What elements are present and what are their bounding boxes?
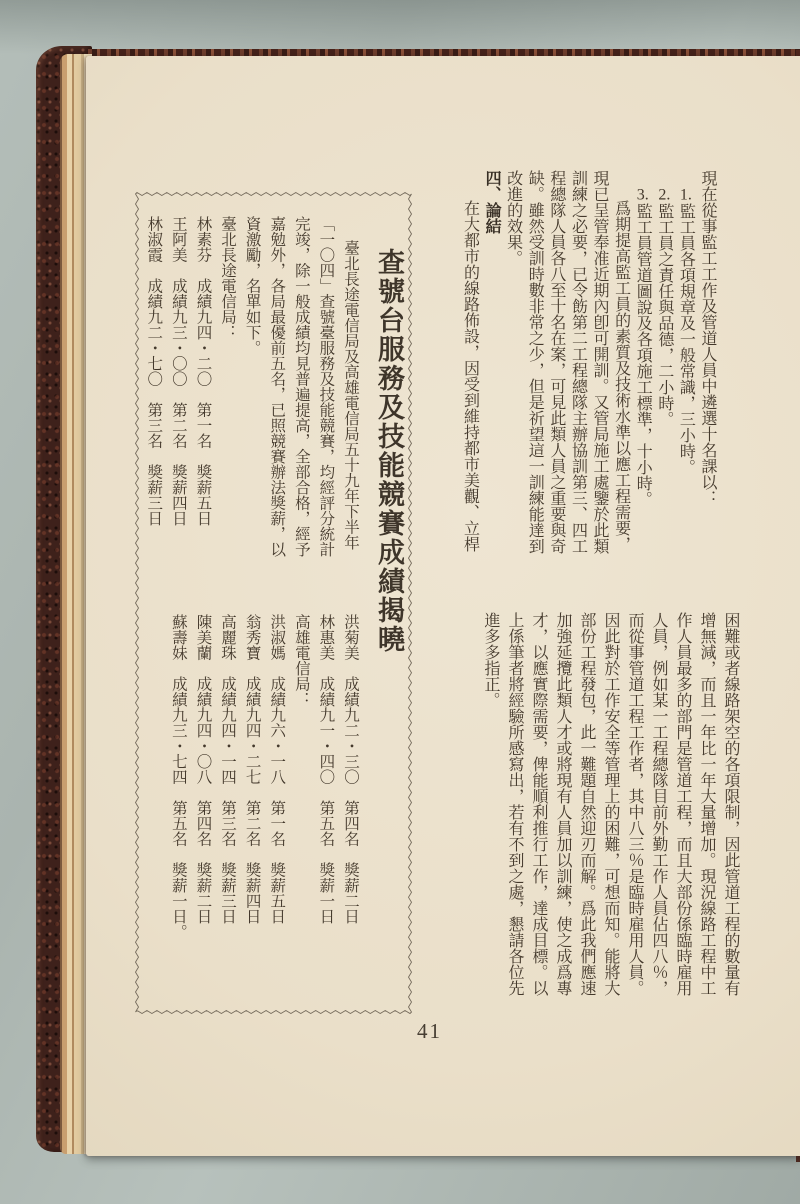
text-column: 現在從事監工工作及管道人員中遴選十名課以：: [699, 170, 716, 506]
item-text: 監工員之責任與品德，二小時。: [655, 203, 673, 427]
text-column: 在大都市的線路佈設，因受到維持都市美觀、立桿: [461, 200, 479, 552]
text-column: 程總隊人員各八至十名在案，可見此類人員之重要與奇: [547, 170, 565, 554]
result-entry: 林素芬 成績九四・二〇 第一名 獎薪五日: [194, 216, 212, 526]
text-column: 作人員最多的部門是管道工程，而且大部份係臨時雇用: [674, 612, 691, 996]
text-column: 因此對於工作安全等管理上的困難，可想而知。能將大: [602, 612, 619, 996]
office-label: 高雄電信局：: [292, 614, 310, 707]
result-entry: 林淑霞 成績九二・七〇 第三名 獎薪三日: [145, 216, 163, 526]
result-entry: 洪菊美 成績九二・三〇 第四名 獎薪二日: [342, 614, 359, 924]
text-column: 進多多指正。: [482, 612, 499, 708]
notice-band-upper: [141, 216, 362, 572]
scanner-background-shade: [0, 0, 800, 54]
item-number: 1.: [679, 187, 692, 203]
result-entry: 蘇壽妹 成績九三・七四 第五名 獎薪一日。: [169, 614, 187, 940]
text-column: 嘉勉外，各局最優前五名，已照競賽辦法獎薪，以: [268, 216, 286, 557]
notice-title: 查號台服務及技能競賽成績揭曉: [374, 248, 404, 654]
text-column: 現已呈管奉准近期內卽可開訓。又管局施工處鑒於此類: [591, 170, 609, 554]
text-column: 缺。雖然受訓時數非常之少，但是祈望這一訓練能達到: [526, 170, 544, 554]
text-column: 爲期提高監工員的素質及技術水準以應工程需要，: [612, 200, 630, 552]
text-column: 部份工程發包，此一難題自然迎刃而解。爲此我們應速: [578, 612, 595, 996]
list-item-column: [653, 170, 675, 574]
text-column: 困難或者線路架空的各項限制，因此管道工程的數量有: [722, 612, 739, 996]
text-column: 而從事管道工程工作者，其中八三％是臨時雇用人員。: [626, 612, 643, 996]
result-entry: 林惠美 成績九一・四〇 第五名 獎薪一日: [317, 614, 335, 924]
item-text: 監工員各項規章及一般常識，三小時。: [677, 203, 695, 475]
section-heading: 四、論結: [483, 170, 501, 234]
item-number: 2.: [658, 187, 671, 203]
result-entry: 王阿美 成績九三・〇〇 第二名 獎薪四日: [169, 216, 187, 526]
item-text: 監工員管道圖說及各項施工標準，十小時。: [634, 203, 652, 507]
text-column: 完竣，除一般成績均見普遍提高，全部合格，經予: [292, 216, 310, 557]
text-column: 改進的效果。: [504, 170, 522, 266]
notice-band-lower: [165, 614, 362, 982]
article-band-bottom: [478, 612, 742, 1012]
text-column: 訓練之必要，已令飭第二工程總隊主辦協訓第三、四工: [569, 170, 587, 554]
page-number: 41: [417, 1019, 442, 1043]
text-column: 「一〇四」查號臺服務及技能競賽，均經評分統計: [317, 216, 335, 557]
notice-box: [133, 190, 414, 1016]
text-column: 資激勵，名單如下。: [243, 216, 261, 356]
text-column: 上係筆者將經驗所感寫出，若有不到之處，懇請各位先: [506, 612, 523, 996]
result-entry: 洪淑媽 成績九六・一八 第一名 獎薪五日: [268, 614, 286, 924]
list-item-column: [675, 170, 697, 574]
text-column: 加強延攬此類人才或將現有人員加以訓練，使之成爲專: [554, 612, 571, 996]
result-entry: 高麗珠 成績九四・一四 第三名 獎薪三日: [219, 614, 237, 924]
text-column: 才，以應實際需要，俾能順利推行工作，達成目標。以: [530, 612, 547, 996]
text-column: 增無減，而且一年比一年大量增加。現況線路工程中工: [698, 612, 715, 996]
list-item-column: [632, 170, 654, 574]
result-entry: 陳美蘭 成績九四・〇八 第四名 獎薪二日: [194, 614, 212, 924]
text-column: 人員，例如某一工程總隊目前外勤工作人員佔四八％，: [650, 612, 667, 996]
article-band-top: [459, 170, 718, 574]
office-label: 臺北長途電信局：: [219, 216, 237, 340]
result-entry: 翁秀寶 成績九四・二七 第二名 獎薪四日: [243, 614, 261, 924]
item-number: 3.: [636, 187, 649, 203]
text-column: 臺北長途電信局及高雄電信局五十九年下半年: [342, 240, 359, 550]
